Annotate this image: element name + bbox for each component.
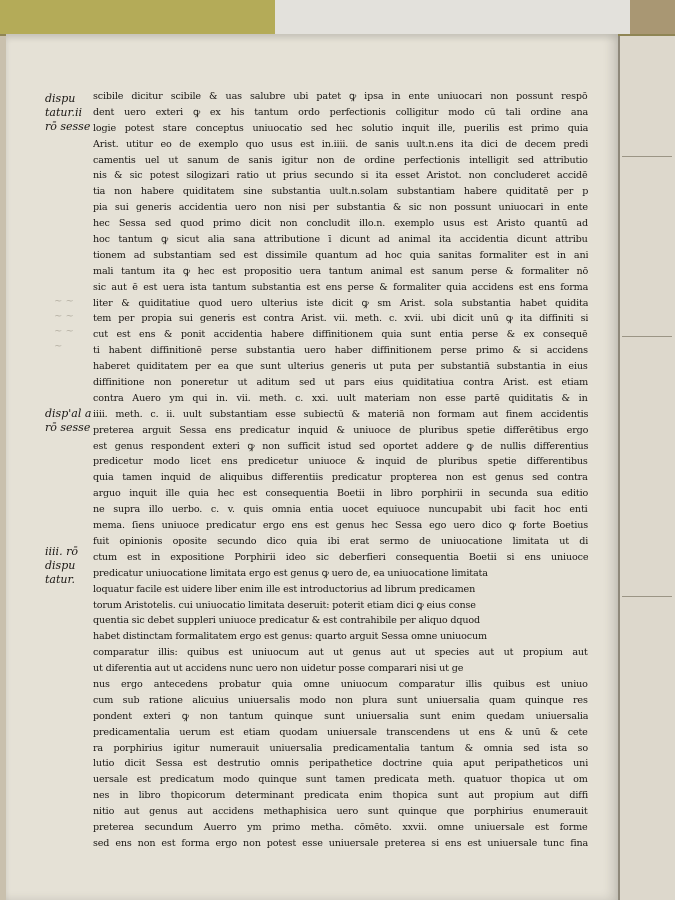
text-line: quia tamen inquid de aliquibus differentiis predicatur propterea non est genus sed contra (93, 472, 588, 484)
text-line: cut est ens & ponit accidentia habere diffinitionem quia sunt entia perse & ex consequē (93, 329, 588, 341)
text-line: iiii. meth. c. ii. uult substantiam esse subiectū & materiā non formam aut finem accidentis (93, 408, 588, 420)
text-line: cum sub ratione alicuius uniuersalis modo non plura sunt uniuersalia quam quinque res (93, 694, 588, 706)
show-through-marks: ~ ~ ~ ~ ~ ~ ~ (54, 296, 74, 352)
text-line: Arist. utitur eo de exemplo quo usus est in.iiii. de sanis uult.n.ens ita dici de decem predi (93, 138, 588, 150)
text-line: nus ergo antecedens probatur quia omne uniuocum comparatur illis quibus est uniuo (93, 678, 588, 690)
text-line: predicetur modo licet ens predicetur uniuoce & inquid de pluribus spetie differentibus (93, 456, 588, 468)
beige-paper-edge (630, 0, 675, 34)
text-line: arguo inquit ille quia hec est consequentia Boetii in libro porphirii in secunda sua editio (93, 488, 588, 500)
margin-note-line: dispu (45, 559, 76, 572)
text-line: contra Auero ym qui in. vii. meth. c. xxi. uult materiam non esse partē quiditatis & in (93, 392, 588, 404)
text-line: logie potest stare conceptus uniuocatio sed hec solutio inquit ille, puerilis est primo quia (93, 122, 588, 134)
text-line: dent uero exteri ꝙ ex his tantum ordo perfectionis colligitur modo cū tali ordine ana (93, 106, 588, 118)
text-line: liter & quiditatiue quod uero ulterius iste dicit ꝙ sm Arist. sola substantia habet quidita (93, 297, 588, 309)
facing-page-edge (618, 36, 675, 900)
margin-note-line: dispu (45, 92, 76, 105)
text-line: sed ens non est forma ergo non potest esse uniuersale preterea si ens est uniuersale tunc fina (93, 837, 588, 849)
margin-note-iiii-ro (45, 545, 97, 587)
text-line: sic aut ē est uera ista tantum substantia est ens perse & formaliter quia accidens est ens forma (93, 281, 588, 293)
text-line: diffinitione non poneretur ut aditum sed ut pars eius quiditatiua contra Arist. est etiam (93, 377, 588, 389)
text-line: fuit opinionis oposite secundo dico quia ibi erat sermo de uniuocatione limitata ut di (93, 535, 588, 547)
main-text-column (93, 89, 588, 852)
text-line: ti habent diffinitionē perse substantia uero haber diffinitionem perse primo & si accidens (93, 345, 588, 357)
top-background-strip (0, 0, 675, 36)
text-line: loquatur facile est uidere liber enim ille est introductorius ad librum predicamen (93, 583, 476, 595)
text-line: est genus respondent exteri ꝙ non sufficit istud sed oportet addere ꝙ de nullis differentius (93, 440, 588, 452)
text-line: nis & sic potest silogizari ratio ut prius secundo si ita esset Aristot. non concluderet accidē (93, 170, 588, 182)
facing-page-line (622, 336, 672, 337)
margin-note-line: rō sesse (45, 120, 91, 133)
text-line: lutio dicit Sessa est destrutio omnis peripathetice doctrine quia aput peripatheticos uni (93, 758, 588, 770)
text-line: uersale est predicatum modo quinque sunt tamen predicata meth. quatuor thopica ut om (93, 774, 588, 786)
margin-note-line: tatur.ii (45, 106, 83, 119)
margin-note-dispal (45, 407, 97, 435)
margin-note-line: iiii. rō (45, 545, 78, 558)
text-line: camentis uel ut sanum de sanis igitur non de ordine perfectionis intelligit sed attributio (93, 154, 588, 166)
text-line: comparatur illis: quibus est uniuocum aut ut genus aut ut species aut ut propium aut (93, 647, 588, 659)
text-line: ctum est in expositione Porphirii ideo sic deberfieri consequentia Boetii si ens uniuoce (93, 551, 588, 563)
margin-note-disputatur-ii (45, 92, 97, 134)
text-line: ut diferentia aut ut accidens nunc uero non uidetur posse comparari nisi ut ge (93, 663, 464, 675)
text-line: quentia sic debet suppleri uniuoce predicatur & est contrahibile per aliquo dquod (93, 615, 481, 627)
text-line: pondent exteri ꝙ non tantum quinque sunt uniuersalia sunt enim quedam uniuersalia (93, 710, 588, 722)
text-line: mema. ſiens uniuoce predicatur ergo ens est genus hec Sessa ego uero dico ꝙ forte Boetius (93, 520, 588, 532)
white-paper-edge (275, 0, 630, 34)
text-line: hec Sessa sed quod primo dicit non concludit illo.n. exemplo usus est Aristo quantū ad (93, 218, 588, 230)
text-line: tem per propia sui generis est contra Arist. vii. meth. c. xvii. ubi dicit unū ꝙ ita diffiniti si (93, 313, 588, 325)
text-line: torum Aristotelis. cui uniuocatio limitata deseruit: poterit etiam dici ꝙ eius conse (93, 599, 476, 611)
text-line: ne supra illo uerbo. c. v. quis omnia entia uocet equiuoce nuncupabit ubi facit hoc enti (93, 504, 588, 516)
text-line: nitio aut genus aut accidens methaphisica uero sunt quinque que porphirius enumerauit (93, 806, 588, 818)
text-line: predicatur uniuocatione limitata ergo est genus ꝙ uero de, ea uniuocatione limitata (93, 567, 488, 579)
text-line: preterea secundum Auerro ym primo metha. cōmēto. xxvii. omne uniuersale est forme (93, 821, 588, 833)
margin-note-line: rō sesse (45, 421, 91, 434)
text-line: hoc tantum ꝙ sicut alia sana attributione ī dicunt ad animal ita accidentia dicunt attribu (93, 234, 588, 246)
margin-note-line: disp'al a (45, 407, 92, 420)
facing-page-line (622, 596, 672, 597)
text-line: pia sui generis accidentia uero non nisi per substantia & sic non possunt uniuocari in ente (93, 202, 588, 214)
yellow-paper-edge (0, 0, 275, 34)
text-line: tionem ad substantiam sed est dissimile quantum ad hoc quia sanitas formaliter est in ani (93, 249, 588, 261)
text-line: habet distinctam formalitatem ergo est genus: quarto arguit Sessa omne uniuocum (93, 631, 487, 643)
text-line: haberet quiditatem per ea que sunt ulterius generis ut puta per substantiā substantia in eius (93, 361, 588, 373)
text-line: predicamentalia uerum est etiam quodam uniuersale transcendens ut ens & unū & cete (93, 726, 588, 738)
text-line: mali tantum ita ꝙ hec est propositio uera tantum animal est sanum perse & formaliter nō (93, 265, 588, 277)
text-line: preterea arguit Sessa ens predicatur inquid & uniuoce de pluribus spetie differētibus ergo (93, 424, 588, 436)
margin-note-line: tatur. (45, 573, 76, 586)
text-line: nes in libro thopicorum determinant predicata enim thopica sunt aut propium aut diffi (93, 790, 588, 802)
text-line: tia non habere quiditatem sine substantia uult.n.solam substantiam habere quiditatē per p (93, 186, 588, 198)
text-line: scibile dicitur scibile & uas salubre ubi patet ꝙ ipsa in ente uniuocari non possunt respō (93, 91, 588, 102)
facing-page-line (622, 156, 672, 157)
text-line: ra porphirius igitur numerauit uniuersalia predicamentalia tantum & omnia sed ista so (93, 742, 588, 754)
